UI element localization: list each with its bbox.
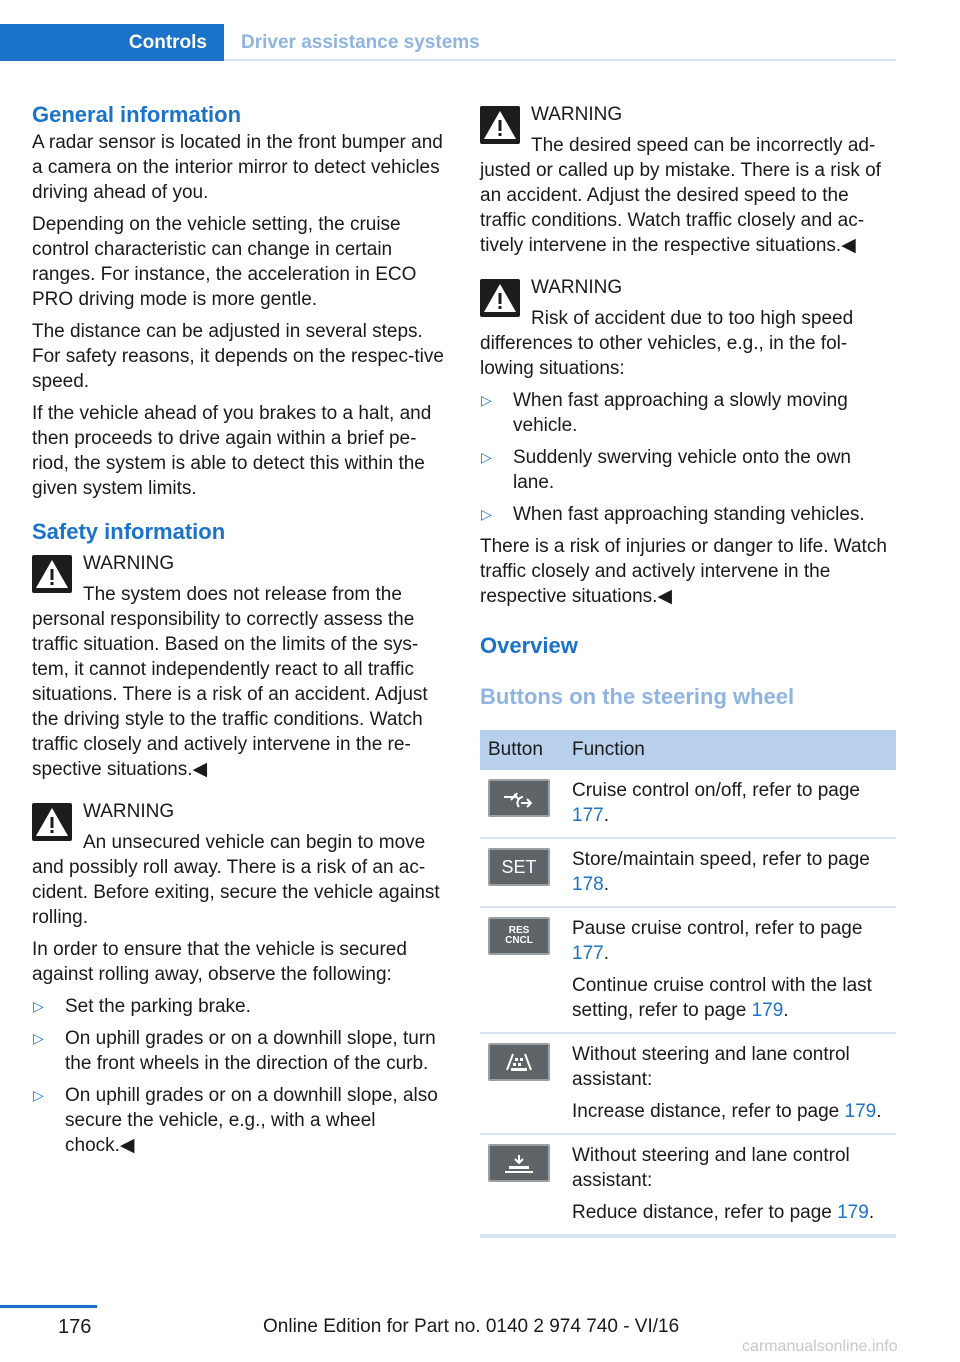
warning-rest: personal responsibility to correctly assess the traffic situation. Based on the limits of the sys-tem, it cannot independently react to all traffic situations. There is a risk of an accident. Adjust the driving style to the traffic conditions. Watch traffic closely and actively intervene in the re-spective situations.◀ (32, 609, 428, 780)
warning-title: WARNING (531, 277, 623, 298)
table-row (480, 838, 896, 907)
warning-first-line: The desired speed can be incorrectly ad- (531, 135, 876, 156)
warning-text (480, 133, 896, 258)
triangle-bullet-icon: ▷ (33, 1030, 44, 1046)
warning-title: WARNING (83, 801, 175, 822)
page-link[interactable]: 178 (572, 874, 604, 895)
footer-rule (0, 1305, 97, 1308)
watermark: carmanualsonline.info (742, 1338, 898, 1355)
warning-first-line: An unsecured vehicle can begin to move (83, 832, 426, 853)
right-column (480, 102, 896, 1238)
set-icon: SET (488, 848, 550, 886)
triangle-bullet-icon: ▷ (33, 1087, 44, 1103)
paragraph: Depending on the vehicle setting, the cruise control characteristic can change in certain ranges. For instance, the acceleration in ECO PRO driving mode is more gentle. (32, 214, 417, 310)
page-link[interactable]: 179 (837, 1202, 869, 1223)
triangle-bullet-icon: ▷ (33, 998, 44, 1014)
warning-triangle-icon (32, 555, 72, 593)
triangle-bullet-icon: ▷ (481, 392, 492, 408)
warning-title: WARNING (83, 553, 175, 574)
page-link[interactable]: 177 (572, 943, 604, 964)
warning-title: WARNING (531, 104, 623, 125)
table-row (480, 1033, 896, 1134)
warning-triangle-icon (480, 279, 520, 317)
general-information-heading: General information (32, 102, 242, 127)
safety-information-heading: Safety information (32, 519, 226, 544)
list-item: ▷ When fast approaching standing vehicles. (481, 504, 865, 525)
table-row (480, 907, 896, 1033)
column-header-button: Button (480, 730, 564, 770)
paragraph: In order to ensure that the vehicle is secured against rolling away, observe the following: (32, 939, 407, 985)
warning-first-line: The system does not release from the (83, 584, 402, 605)
increase-distance-icon (488, 1043, 550, 1081)
list-item: ▷ Set the parking brake. (33, 996, 251, 1017)
paragraph: There is a risk of injuries or danger to life. Watch traffic closely and actively intervene in the respective situations.◀ (480, 536, 887, 607)
warning-text (32, 582, 448, 782)
warning-rest: differences to other vehicles, e.g., in the fol-lowing situations: (480, 333, 848, 379)
warning-text (480, 306, 896, 381)
left-column (32, 100, 448, 1165)
row-text: Store/maintain speed, refer to page 178. (572, 849, 870, 895)
warning-block (32, 551, 448, 782)
list-item: ▷ When fast approaching a slowly moving vehicle. (481, 390, 848, 436)
triangle-bullet-icon: ▷ (481, 506, 492, 522)
table-row (480, 770, 896, 838)
buttons-heading: Buttons on the steering wheel (480, 684, 795, 709)
warning-block (32, 799, 448, 930)
list-item: ▷ Suddenly swerving vehicle onto the own lane. (481, 447, 851, 493)
row-text: Increase distance, refer to page 179. (572, 1101, 882, 1122)
page-link[interactable]: 177 (572, 805, 604, 826)
edition-note: Online Edition for Part no. 0140 2 974 740 - VI/16 (263, 1316, 680, 1337)
res-cncl-icon: RES CNCL (488, 917, 550, 955)
warning-triangle-icon (32, 803, 72, 841)
row-text: Pause cruise control, refer to page 177. (572, 918, 863, 964)
warning-first-line: Risk of accident due to too high speed (531, 308, 854, 329)
column-header-function: Function (564, 730, 896, 770)
secure-list (32, 994, 448, 1158)
paragraph: If the vehicle ahead of you brakes to a halt, and then proceeds to drive again within a brief pe-riod, the system is able to detect this within the given system limits. (32, 403, 432, 499)
row-text: Continue cruise control with the last setting, refer to page 179. (572, 975, 872, 1021)
table-header-row (480, 730, 896, 770)
row-text: Without steering and lane control assistant: (572, 1044, 850, 1090)
section-title[interactable]: Driver assistance systems (241, 31, 480, 53)
row-text: Reduce distance, refer to page 179. (572, 1202, 875, 1223)
warning-triangle-icon (480, 106, 520, 144)
list-item: ▷ On uphill grades or on a downhill slope, turn the front wheels in the direction of the curb. (33, 1028, 436, 1074)
page-link[interactable]: 179 (844, 1101, 877, 1122)
row-text: Without steering and lane control assistant: (572, 1145, 850, 1191)
page-header (0, 24, 896, 61)
list-item: ▷ On uphill grades or on a downhill slope, also secure the vehicle, e.g., with a wheel chock.◀ (33, 1085, 438, 1156)
warning-rest: justed or called up by mistake. There is a risk of an accident. Adjust the desired speed to the traffic conditions. Watch traffic closely and ac-tively intervene in the respective situations.◀ (480, 160, 881, 256)
paragraph: The distance can be adjusted in several steps. For safety reasons, it depends on the respec-tive speed. (32, 321, 444, 392)
reduce-distance-icon (488, 1144, 550, 1182)
page-link[interactable]: 179 (751, 1000, 784, 1021)
triangle-bullet-icon: ▷ (481, 449, 492, 465)
situation-list (480, 388, 896, 527)
row-text: Cruise control on/off, refer to page 177. (572, 780, 860, 826)
chapter-tab[interactable]: Controls (0, 24, 224, 61)
buttons-table (480, 730, 896, 1238)
overview-heading: Overview (480, 633, 578, 658)
warning-block (480, 275, 896, 381)
table-row (480, 1134, 896, 1236)
warning-text (32, 830, 448, 930)
paragraph: A radar sensor is located in the front bumper and a camera on the interior mirror to detect vehicles driving ahead of you. (32, 132, 443, 203)
warning-rest: and possibly roll away. There is a risk of an ac-cident. Before exiting, secure the vehicle against rolling. (32, 857, 440, 928)
warning-block (480, 102, 896, 258)
cruise-onoff-icon (488, 779, 550, 817)
header-rule (224, 59, 896, 61)
page-number: 176 (58, 1316, 92, 1338)
